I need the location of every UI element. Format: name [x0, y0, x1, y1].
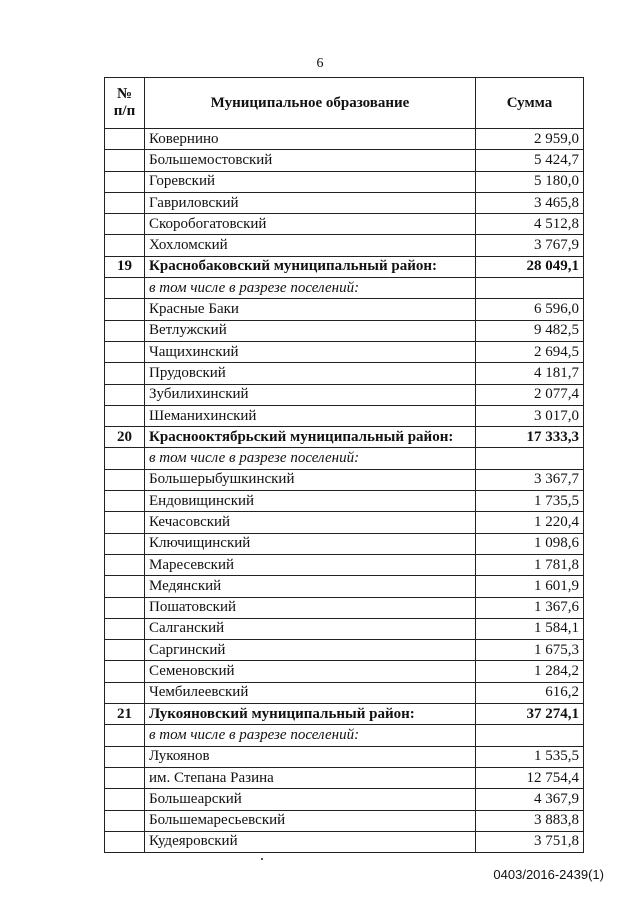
row-sum-cell: 3 465,8 — [476, 192, 584, 213]
subheading-row — [105, 278, 584, 299]
row-sum-cell: 12 754,4 — [476, 767, 584, 788]
row-sum-cell — [476, 278, 584, 299]
table-row — [105, 746, 584, 767]
row-name-cell: Ковернино — [145, 129, 476, 150]
row-name-cell: Ключищинский — [145, 533, 476, 554]
row-name-cell: Лукояновский муниципальный район: — [145, 704, 476, 725]
table-row — [105, 661, 584, 682]
subheading-row — [105, 725, 584, 746]
row-number-cell — [105, 235, 145, 256]
row-number-cell — [105, 320, 145, 341]
table-row — [105, 363, 584, 384]
row-number-cell — [105, 661, 145, 682]
table-row — [105, 597, 584, 618]
row-number-cell: 21 — [105, 704, 145, 725]
row-number-cell — [105, 405, 145, 426]
row-name-cell: Чащихинский — [145, 341, 476, 362]
row-name-cell: Скоробогатовский — [145, 214, 476, 235]
row-name-cell: Шеманихинский — [145, 405, 476, 426]
row-number-cell — [105, 171, 145, 192]
row-sum-cell: 1 735,5 — [476, 491, 584, 512]
row-sum-cell: 2 077,4 — [476, 384, 584, 405]
row-number-cell — [105, 576, 145, 597]
row-name-cell: Лукоянов — [145, 746, 476, 767]
row-number-cell — [105, 384, 145, 405]
table-row — [105, 150, 584, 171]
table-row — [105, 576, 584, 597]
row-number-cell — [105, 767, 145, 788]
row-name-cell: Большеарский — [145, 789, 476, 810]
row-number-cell — [105, 448, 145, 469]
table-header-row — [105, 78, 584, 129]
row-number-cell — [105, 831, 145, 852]
row-sum-cell: 1 220,4 — [476, 512, 584, 533]
row-number-cell: 20 — [105, 427, 145, 448]
table-row — [105, 618, 584, 639]
row-sum-cell: 9 482,5 — [476, 320, 584, 341]
row-number-cell — [105, 554, 145, 575]
row-name-cell: Маресевский — [145, 554, 476, 575]
header-num — [105, 78, 145, 129]
row-sum-cell: 1 675,3 — [476, 640, 584, 661]
row-number-cell — [105, 129, 145, 150]
row-name-cell: Ендовищинский — [145, 491, 476, 512]
row-sum-cell: 4 512,8 — [476, 214, 584, 235]
row-name-cell: Краснооктябрьский муниципальный район: — [145, 427, 476, 448]
subheading-row — [105, 448, 584, 469]
row-number-cell — [105, 746, 145, 767]
document-code: 0403/2016-2439(1) — [493, 867, 604, 882]
table-row — [105, 810, 584, 831]
table-row — [105, 214, 584, 235]
row-sum-cell: 17 333,3 — [476, 427, 584, 448]
row-sum-cell: 28 049,1 — [476, 256, 584, 277]
row-name-cell: Кудеяровский — [145, 831, 476, 852]
row-name-cell: Саргинский — [145, 640, 476, 661]
row-sum-cell: 5 180,0 — [476, 171, 584, 192]
table-row — [105, 405, 584, 426]
allocation-table — [104, 77, 584, 853]
row-name-cell: Прудовский — [145, 363, 476, 384]
page-number: 6 — [316, 56, 324, 71]
header-num-line2: п/п — [113, 103, 136, 119]
row-name-cell: Красные Баки — [145, 299, 476, 320]
row-number-cell — [105, 491, 145, 512]
scan-dot — [261, 858, 263, 860]
row-sum-cell — [476, 725, 584, 746]
row-number-cell: 19 — [105, 256, 145, 277]
row-number-cell — [105, 618, 145, 639]
row-number-cell — [105, 214, 145, 235]
table-row — [105, 235, 584, 256]
row-sum-cell: 2 959,0 — [476, 129, 584, 150]
row-sum-cell: 1 367,6 — [476, 597, 584, 618]
table-row — [105, 491, 584, 512]
table-row — [105, 469, 584, 490]
row-number-cell — [105, 597, 145, 618]
row-sum-cell: 4 181,7 — [476, 363, 584, 384]
row-number-cell — [105, 299, 145, 320]
row-sum-cell: 2 694,5 — [476, 341, 584, 362]
header-num-line1: № — [116, 85, 133, 102]
row-sum-cell — [476, 448, 584, 469]
row-sum-cell: 3 367,7 — [476, 469, 584, 490]
row-sum-cell: 1 584,1 — [476, 618, 584, 639]
row-name-cell: Гавриловский — [145, 192, 476, 213]
row-sum-cell: 3 017,0 — [476, 405, 584, 426]
row-name-cell: Медянский — [145, 576, 476, 597]
table-row — [105, 129, 584, 150]
table-row — [105, 192, 584, 213]
row-name-cell: Большемаресьевский — [145, 810, 476, 831]
table-row — [105, 789, 584, 810]
row-sum-cell: 37 274,1 — [476, 704, 584, 725]
row-number-cell — [105, 810, 145, 831]
row-number-cell — [105, 512, 145, 533]
row-number-cell — [105, 725, 145, 746]
row-sum-cell: 1 535,5 — [476, 746, 584, 767]
table-row — [105, 384, 584, 405]
row-number-cell — [105, 469, 145, 490]
row-sum-cell: 5 424,7 — [476, 150, 584, 171]
row-name-cell: Хохломский — [145, 235, 476, 256]
row-name-cell: Зубилихинский — [145, 384, 476, 405]
table-row — [105, 554, 584, 575]
header-name: Муниципальное образование — [145, 78, 476, 129]
table-row — [105, 533, 584, 554]
row-sum-cell: 1 601,9 — [476, 576, 584, 597]
row-name-cell: Чембилеевский — [145, 682, 476, 703]
row-sum-cell: 616,2 — [476, 682, 584, 703]
district-row — [105, 427, 584, 448]
row-name-cell: Семеновский — [145, 661, 476, 682]
row-sum-cell: 3 883,8 — [476, 810, 584, 831]
row-number-cell — [105, 363, 145, 384]
row-name-cell: Салганский — [145, 618, 476, 639]
table-row — [105, 682, 584, 703]
row-number-cell — [105, 150, 145, 171]
table-row — [105, 299, 584, 320]
table-row — [105, 640, 584, 661]
row-sum-cell: 1 098,6 — [476, 533, 584, 554]
table-row — [105, 341, 584, 362]
table-row — [105, 831, 584, 852]
table-row — [105, 767, 584, 788]
table-row — [105, 512, 584, 533]
district-row — [105, 256, 584, 277]
row-sum-cell: 6 596,0 — [476, 299, 584, 320]
row-sum-cell: 3 751,8 — [476, 831, 584, 852]
row-number-cell — [105, 789, 145, 810]
row-number-cell — [105, 682, 145, 703]
row-name-cell: Ветлужский — [145, 320, 476, 341]
row-name-cell: в том числе в разрезе поселений: — [145, 448, 476, 469]
row-number-cell — [105, 278, 145, 299]
row-name-cell: Пошатовский — [145, 597, 476, 618]
row-number-cell — [105, 192, 145, 213]
row-name-cell: в том числе в разрезе поселений: — [145, 278, 476, 299]
row-name-cell: в том числе в разрезе поселений: — [145, 725, 476, 746]
row-name-cell: Кечасовский — [145, 512, 476, 533]
row-sum-cell: 1 284,2 — [476, 661, 584, 682]
row-name-cell: Горевский — [145, 171, 476, 192]
table-row — [105, 171, 584, 192]
row-name-cell: им. Степана Разина — [145, 767, 476, 788]
header-sum: Сумма — [476, 78, 584, 129]
district-row — [105, 704, 584, 725]
row-sum-cell: 3 767,9 — [476, 235, 584, 256]
table-row — [105, 320, 584, 341]
row-number-cell — [105, 533, 145, 554]
row-sum-cell: 4 367,9 — [476, 789, 584, 810]
row-number-cell — [105, 341, 145, 362]
row-name-cell: Большемостовский — [145, 150, 476, 171]
row-number-cell — [105, 640, 145, 661]
row-name-cell: Краснобаковский муниципальный район: — [145, 256, 476, 277]
row-name-cell: Большерыбушкинский — [145, 469, 476, 490]
row-sum-cell: 1 781,8 — [476, 554, 584, 575]
